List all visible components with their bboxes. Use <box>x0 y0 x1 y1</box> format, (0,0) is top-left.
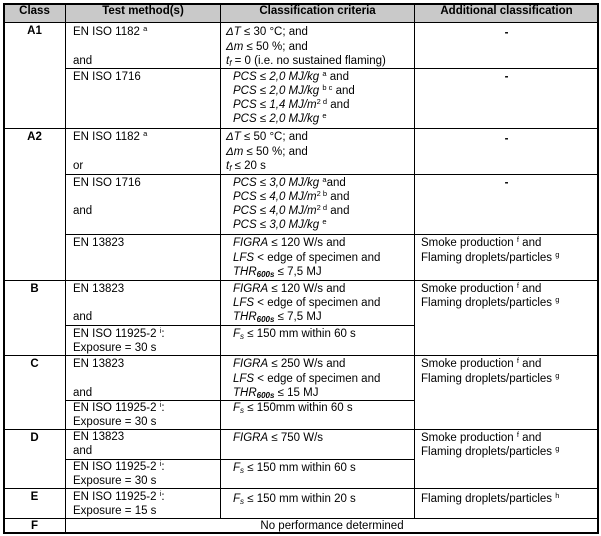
a1-method-1182 <box>65 22 221 69</box>
footnote-mark: a <box>143 129 148 138</box>
pcs-criterion: PCS ≤ 2,0 MJ/kg $^{b c}$ and <box>233 83 355 97</box>
class-label: D <box>30 432 39 444</box>
a2-criteria-13823 <box>220 234 415 281</box>
d-criteria-11925 <box>220 459 415 489</box>
pcs-criterion: PCS ≤ 2,0 MJ/kg $^a$ and <box>233 69 349 83</box>
a2-method-1182 <box>65 128 221 175</box>
d-additional <box>414 429 599 489</box>
sbi-criterion: LFS < edge of specimen and <box>233 297 381 309</box>
criterion: ΔT ≤ 50 °C; and <box>226 131 308 143</box>
connector-and: and <box>73 205 93 217</box>
class-label: B <box>30 283 39 295</box>
method-name: EN 13823 <box>73 358 125 370</box>
c-criteria-13823 <box>220 355 415 401</box>
flame-spread-criterion: $F_s \le 150$ mm within 20 s <box>233 493 356 506</box>
flaming-droplets: Flaming droplets/particles $^g$ <box>421 250 560 264</box>
exposure: Exposure = 30 s <box>73 416 157 428</box>
b-criteria-11925 <box>220 325 415 356</box>
flaming-droplets: Flaming droplets/particles $^h$ <box>421 491 560 505</box>
b-criteria-13823 <box>220 280 415 326</box>
method-name: EN ISO 11925-2 <box>73 491 157 503</box>
flaming-droplets: Flaming droplets/particles $^g$ <box>421 371 560 385</box>
pcs-criterion: PCS ≤ 3,0 MJ/kg $^a$and <box>233 175 346 189</box>
a2-criteria-1716 <box>220 174 415 235</box>
dash: - <box>504 177 509 189</box>
dash: - <box>504 27 509 39</box>
footnote-mark: a <box>143 24 148 33</box>
a2-additional-1182 <box>414 128 599 175</box>
pcs-criterion: PCS ≤ 3,0 MJ/kg $^e$ <box>233 217 327 231</box>
dash: - <box>504 133 509 145</box>
a1-additional-1182 <box>414 22 599 69</box>
connector-and: and <box>73 445 93 457</box>
smoke-production: Smoke production $^f$ and <box>421 235 542 249</box>
sbi-criterion: FIGRA ≤ 250 W/s and <box>233 358 346 370</box>
method-name: EN 13823 <box>73 431 125 443</box>
pcs-criterion: PCS ≤ 2,0 MJ/kg $^e$ <box>233 111 327 125</box>
header-test-methods: Test method(s) <box>65 3 221 23</box>
e-criteria-11925 <box>220 488 415 519</box>
header-criteria: Classification criteria <box>220 3 415 23</box>
b-method-13823 <box>65 280 221 326</box>
e-method-11925: EN ISO 11925-2 $^i$: Exposure = 15 s <box>65 488 221 519</box>
c-criteria-11925 <box>220 400 415 430</box>
b-method-11925: EN ISO 11925-2 $^i$: Exposure = 30 s <box>65 325 221 356</box>
class-a2-cell <box>3 128 66 281</box>
method-name: EN 13823 <box>73 237 125 249</box>
method-name: EN ISO 1716 <box>73 177 141 189</box>
a1-criteria-1182 <box>220 22 415 69</box>
method-name: EN ISO 11925-2 <box>73 461 157 473</box>
flaming-droplets: Flaming droplets/particles $^g$ <box>421 295 560 309</box>
class-f-cell <box>3 518 66 534</box>
class-c-cell <box>3 355 66 430</box>
exposure: Exposure = 30 s <box>73 342 157 354</box>
a2-additional-1716 <box>414 174 599 235</box>
f-no-performance <box>65 518 599 534</box>
e-additional <box>414 488 599 519</box>
connector-and: and <box>73 311 93 323</box>
d-method-11925: EN ISO 11925-2 $^i$: Exposure = 30 s <box>65 459 221 489</box>
flame-spread-criterion: $F_s \le 150$ mm within 60 s <box>233 462 356 475</box>
header-class: Class <box>3 3 66 23</box>
a2-method-1716 <box>65 174 221 235</box>
a2-method-13823 <box>65 234 221 281</box>
criterion: $t_f \le 20$ s <box>226 160 266 173</box>
pcs-criterion: PCS ≤ 1,4 $MJ/m^{2 d}$ and <box>233 97 350 111</box>
connector-and: and <box>73 55 93 67</box>
class-a1-cell <box>3 22 66 129</box>
criterion: Δm ≤ 50 %; and <box>226 146 308 158</box>
a2-additional-13823 <box>414 234 599 281</box>
smoke-production: Smoke production $^f$ and <box>421 430 542 444</box>
class-b-cell <box>3 280 66 356</box>
class-e-cell <box>3 488 66 519</box>
class-label: C <box>30 358 39 370</box>
flaming-droplets: Flaming droplets/particles $^g$ <box>421 444 560 458</box>
connector-and: and <box>73 387 93 399</box>
flame-spread-criterion: $F_s \le 150$ mm within 60 s <box>233 328 356 341</box>
method-name: EN ISO 11925-2 <box>73 402 157 414</box>
flame-spread-criterion: $F_s \le 150mm$ within 60 s <box>233 402 353 415</box>
pcs-criterion: PCS ≤ 4,0 $MJ/m^{2 b}$ and <box>233 189 350 203</box>
smoke-production: Smoke production $^f$ and <box>421 356 542 370</box>
criterion: $t_f = 0$ (i.e. no sustained flaming) <box>226 55 386 68</box>
criterion: Δm ≤ 50 %; and <box>226 41 308 53</box>
connector-or: or <box>73 160 84 172</box>
c-method-13823 <box>65 355 221 401</box>
sbi-criterion: LFS < edge of specimen and <box>233 373 381 385</box>
sbi-criterion: FIGRA ≤ 120 W/s and <box>233 283 346 295</box>
a1-method-1716 <box>65 68 221 129</box>
sbi-criterion: LFS < edge of specimen and <box>233 252 381 264</box>
b-additional <box>414 280 599 356</box>
dash: - <box>504 71 509 83</box>
smoke-production: Smoke production $^f$ and <box>421 281 542 295</box>
class-label: E <box>30 491 39 503</box>
exposure: Exposure = 30 s <box>73 475 157 487</box>
criterion: ΔT ≤ 30 °C; and <box>226 26 308 38</box>
sbi-criterion: FIGRA ≤ 120 W/s and <box>233 237 346 249</box>
d-criteria-13823 <box>220 429 415 460</box>
a1-additional-1716 <box>414 68 599 129</box>
exposure: Exposure = 15 s <box>73 505 157 517</box>
class-label: A2 <box>27 131 42 143</box>
class-label: A1 <box>27 25 42 37</box>
a1-criteria-1716 <box>220 68 415 129</box>
class-label: F <box>30 520 39 532</box>
method-name: EN 13823 <box>73 283 125 295</box>
class-d-cell <box>3 429 66 489</box>
sbi-criterion: $THR_{600s} \le 7,5$ MJ <box>233 311 322 324</box>
c-method-11925: EN ISO 11925-2 $^i$: Exposure = 30 s <box>65 400 221 430</box>
sbi-criterion: FIGRA ≤ 750 W/s <box>233 432 324 444</box>
no-performance-text: No performance determined <box>260 520 404 532</box>
sbi-criterion: $THR_{600s} \le 15$ MJ <box>233 387 319 400</box>
method-name: EN ISO 1716 <box>73 71 141 83</box>
method-name: EN ISO 1182 <box>73 131 140 143</box>
method-name: EN ISO 1182 <box>73 26 140 38</box>
a2-criteria-1182 <box>220 128 415 175</box>
header-additional: Additional classification <box>414 3 599 23</box>
method-name: EN ISO 11925-2 <box>73 328 157 340</box>
pcs-criterion: PCS ≤ 4,0 $MJ/m^{2 d}$ and <box>233 203 350 217</box>
c-additional <box>414 355 599 430</box>
d-method-13823 <box>65 429 221 460</box>
sbi-criterion: $THR_{600s} \le 7,5$ MJ <box>233 266 322 279</box>
